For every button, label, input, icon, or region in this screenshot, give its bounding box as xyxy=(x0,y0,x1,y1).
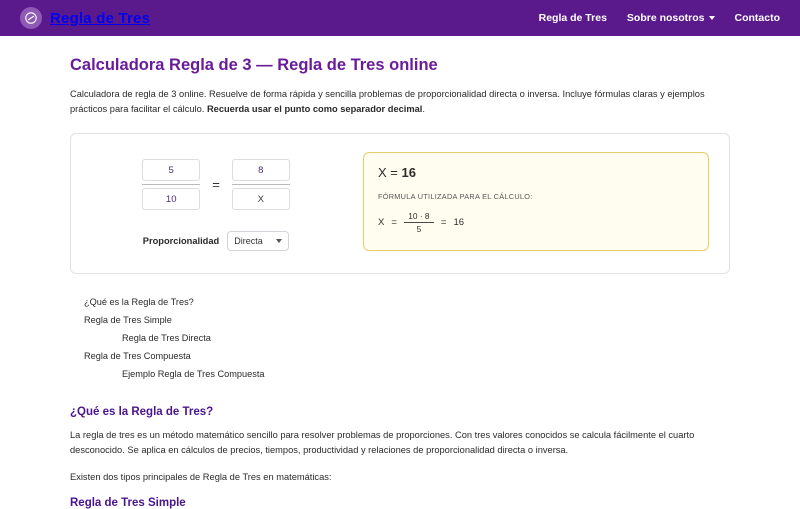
circle-logo-icon xyxy=(20,7,42,29)
fraction-right xyxy=(232,156,290,213)
navbar xyxy=(0,0,800,36)
toc-item-2[interactable]: Regla de Tres Directa xyxy=(122,332,211,343)
toc-item-4[interactable]: Ejemplo Regla de Tres Compuesta xyxy=(122,368,265,379)
formula-expression xyxy=(378,211,694,235)
intro-text-2: . xyxy=(422,104,425,115)
section-heading-que-es: ¿Qué es la Regla de Tres? xyxy=(70,405,214,418)
formula-denominator: 5 xyxy=(416,224,422,235)
nav-link-contacto[interactable] xyxy=(735,12,781,24)
formula-result: 16 xyxy=(453,217,465,229)
nav-link-sobre-nosotros[interactable] xyxy=(627,12,715,24)
intro-text-bold: Recuerda usar el punto como separador decimal xyxy=(206,104,423,115)
nav-link-label: Regla de Tres xyxy=(538,12,607,24)
result-prefix: X = xyxy=(378,165,402,181)
brand-name: Regla de Tres xyxy=(50,9,151,27)
nav-link-label: Contacto xyxy=(734,12,780,24)
result-panel xyxy=(363,152,709,251)
calculator-card xyxy=(70,133,730,274)
chevron-down-icon xyxy=(709,16,715,20)
formula-equals-1: = xyxy=(391,217,397,229)
proportion-row xyxy=(142,156,290,213)
page-title: Calculadora Regla de 3 — Regla de Tres online xyxy=(70,56,438,74)
toc-item-3[interactable]: Regla de Tres Compuesta xyxy=(84,350,191,361)
proportionality-select[interactable] xyxy=(227,231,289,251)
section-paragraph-2: Existen dos tipos principales de Regla de Tres en matemáticas: xyxy=(70,471,332,482)
proportionality-selected-value: Directa xyxy=(234,236,263,247)
calculator-inputs xyxy=(91,152,341,251)
formula-lhs: X xyxy=(378,217,385,229)
nav-link-label: Sobre nosotros xyxy=(626,12,705,24)
fraction-bar-left xyxy=(142,184,200,185)
nav-link-regla-de-tres[interactable] xyxy=(539,12,607,24)
formula-fraction-bar xyxy=(404,222,434,223)
brand-home-link[interactable] xyxy=(20,7,150,29)
formula-label: FÓRMULA UTILIZADA PARA EL CÁLCULO: xyxy=(378,192,533,202)
intro-text-1: Calculadora de regla de 3 online. Resuelve de forma rápida y sencilla problemas de proporcionalidad directa o inversa. Incluye fórmulas claras y ejemplos prácticos para facilitar el cálculo. xyxy=(70,89,705,115)
section-heading-regla-simple: Regla de Tres Simple xyxy=(70,496,186,509)
result-value: 16 xyxy=(401,165,416,181)
input-x[interactable]: X xyxy=(232,188,290,210)
formula-fraction xyxy=(404,211,434,235)
input-b[interactable]: 10 xyxy=(142,188,200,210)
result-line xyxy=(378,165,694,180)
fraction-left xyxy=(142,156,200,213)
proportionality-label: Proporcionalidad xyxy=(142,236,220,247)
toc-item-1[interactable]: Regla de Tres Simple xyxy=(84,315,172,326)
page-intro xyxy=(70,87,730,117)
page-content xyxy=(0,36,800,509)
chevron-down-icon xyxy=(276,239,282,243)
equals-symbol: = xyxy=(212,177,220,193)
section-paragraph-1: La regla de tres es un método matemático sencillo para resolver problemas de proporciones. Con tres valores conocidos se calcula fácilmente el cuarto desconocido. Se aplica en cálculos de precios, tiempos, productividad y relaciones de proporcionalidad directa o inversa. xyxy=(70,429,695,455)
formula-equals-2: = xyxy=(440,217,447,229)
toc-item-0[interactable]: ¿Qué es la Regla de Tres? xyxy=(84,297,194,308)
input-c[interactable]: 8 xyxy=(232,159,290,181)
proportionality-control xyxy=(143,231,289,251)
input-a[interactable]: 5 xyxy=(142,159,200,181)
table-of-contents xyxy=(70,294,730,384)
fraction-bar-right xyxy=(232,184,290,185)
nav-links xyxy=(539,12,780,24)
formula-numerator: 10 · 8 xyxy=(408,211,430,222)
